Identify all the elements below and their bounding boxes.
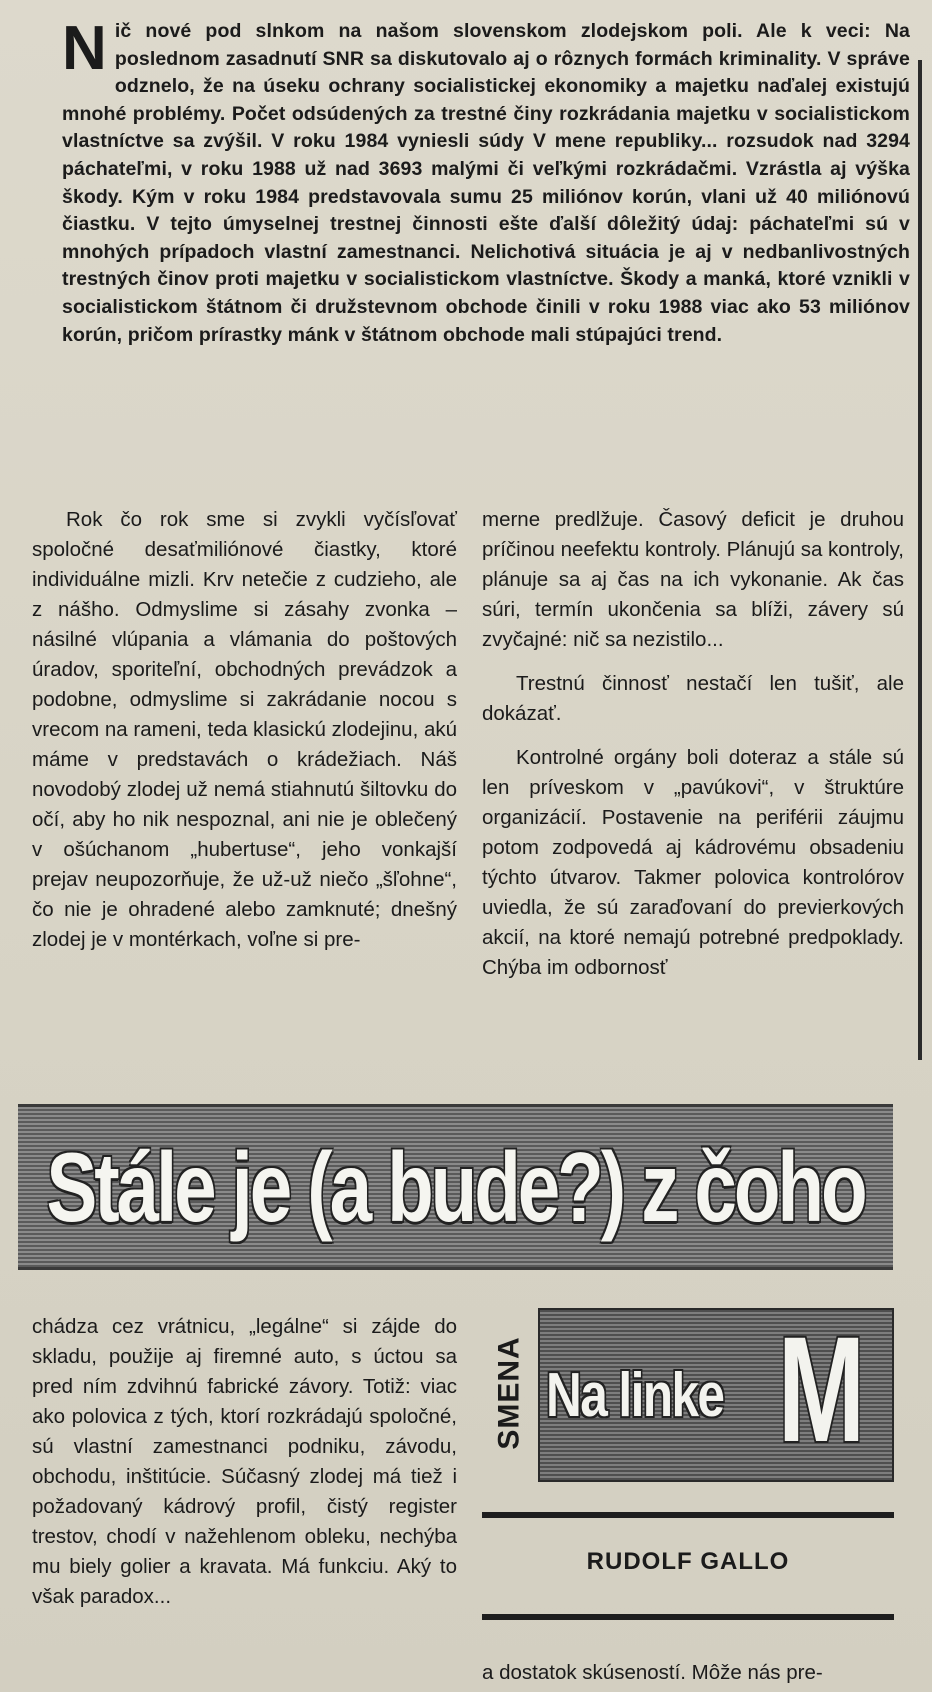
column-rule (918, 60, 922, 1060)
smena-vertical-label: SMENA (493, 1336, 526, 1450)
paragraph: Rok čo rok sme si zvykli vyčísľovať spoločné desaťmiliónové čiastky, ktoré individuálne mizli. Krv netečie z cudzieho, ale z nášho. Odmyslime si zásahy zvonka – násilné vlúpania a vlámania do poštových úradov, sporiteľní, obchodných prevádzok a podobne, odmyslime si zakrádanie nocou s vrecom na rameni, teda klasickú zlodejinu, akú máme v predstavách o krádežiach. Náš novodobý zlodej už nemá stiahnutú šiltovku do očí, aby ho nik nespoznal, ani nie je oblečený v ošúchanom „hubertuse“, jeho vonkajší prejav neupozorňuje, že už-už niečo „šľohne“, čo nie je ohradené alebo zamknuté; dnešný zlodej je v montérkach, voľne si pre- (32, 508, 458, 951)
paragraph: a dostatok skúseností. Môže nás pre- (482, 1661, 823, 1684)
headline: Stále je (a bude?) z čoho (46, 1131, 865, 1242)
logo-panel (538, 1308, 894, 1482)
logo-title: Na linke (546, 1360, 724, 1430)
article-column-1 (32, 505, 457, 955)
paragraph: merne predlžuje. Časový deficit je druhou príčinou neefektu kontroly. Plánujú sa kontroly, plánuje sa aj čas na ich vykonanie. Ak čas súri, termín ukončenia sa blíži, závery sú zvyčajné: nič sa nezistilo... (482, 508, 905, 651)
article-column-3 (32, 1312, 457, 1612)
article-column-4 (482, 1658, 904, 1688)
column-logo (482, 1302, 894, 1484)
headline-banner (18, 1104, 893, 1270)
paragraph: chádza cez vrátnicu, „legálne“ si zájde do skladu, použije aj firemné auto, s úctou sa pred ním zdvihnú fabrické závory. Totiž: viac ako polovica z tých, ktorí rozkrádajú spoločné, sú vlastní zamestnanci podniku, závodu, obchodu, inštitúcie. Súčasný zlodej má tiež i požadovaný kádrový profil, čistý register trestov, chodí v nažehlenom obleku, nechýba mu biely golier a kravata. Má funkciu. Aký to však paradox... (32, 1315, 457, 1608)
lead-paragraph (62, 14, 910, 349)
logo-letter: M (777, 1308, 866, 1473)
author-rule-top (482, 1512, 894, 1518)
author-byline: RUDOLF GALLO (586, 1548, 790, 1575)
author-rule-bottom (482, 1614, 894, 1620)
drop-cap: N (62, 14, 107, 83)
paragraph: Kontrolné orgány boli doteraz a stále sú len príveskom v „pavúkovi“, v štruktúre organizácií. Postavenie na periférii záujmu potom zodpovedá aj kádrovému obsadeniu týchto útvarov. Takmer polovica kontrolórov uviedla, že sú zaraďovaní do previerkových akcií, na ktoré nemajú potrebné predpoklady. Chýba im odbornosť (482, 746, 904, 979)
lead-text: ič nové pod slnkom na našom slovenskom zlodejskom poli. Ale k veci: Na poslednom zasadnutí SNR sa diskutovalo aj o rôznych formách kriminality. V správe odznelo, že na úseku ochrany socialistickej ekonomiky a majetku naďalej existujú mnohé problémy. Počet odsúdených za trestné činy rozkrádania majetku v socialistickom vlastníctve sa zvýšil. V roku 1984 vyniesli súdy V mene republiky... rozsudok nad 3294 páchateľmi, v roku 1988 už nad 3693 malými či veľkými rozkrádačmi. Vzrástla aj výška škody. Kým v roku 1984 predstavovala sumu 25 miliónov korún, vlani už 40 miliónovú čiastku. V tejto úmyselnej trestnej činnosti ešte ďalší dôležitý údaj: páchateľmi sú v mnohých prípadoch vlastní zamestnanci. Nelichotivá situácia je aj v nedbanlivostných trestných činov proti majetku v socialistickom vlastníctve. Škody a manká, ktoré vznikli v socialistickom štátnom či družstevnom obchode činili v roku 1988 viac ako 53 miliónov korún, pričom prírastky mánk v štátnom obchode mali stúpajúci trend. (62, 20, 910, 346)
article-column-2 (482, 505, 904, 983)
paragraph: Trestnú činnosť nestačí len tušiť, ale dokázať. (482, 672, 904, 725)
